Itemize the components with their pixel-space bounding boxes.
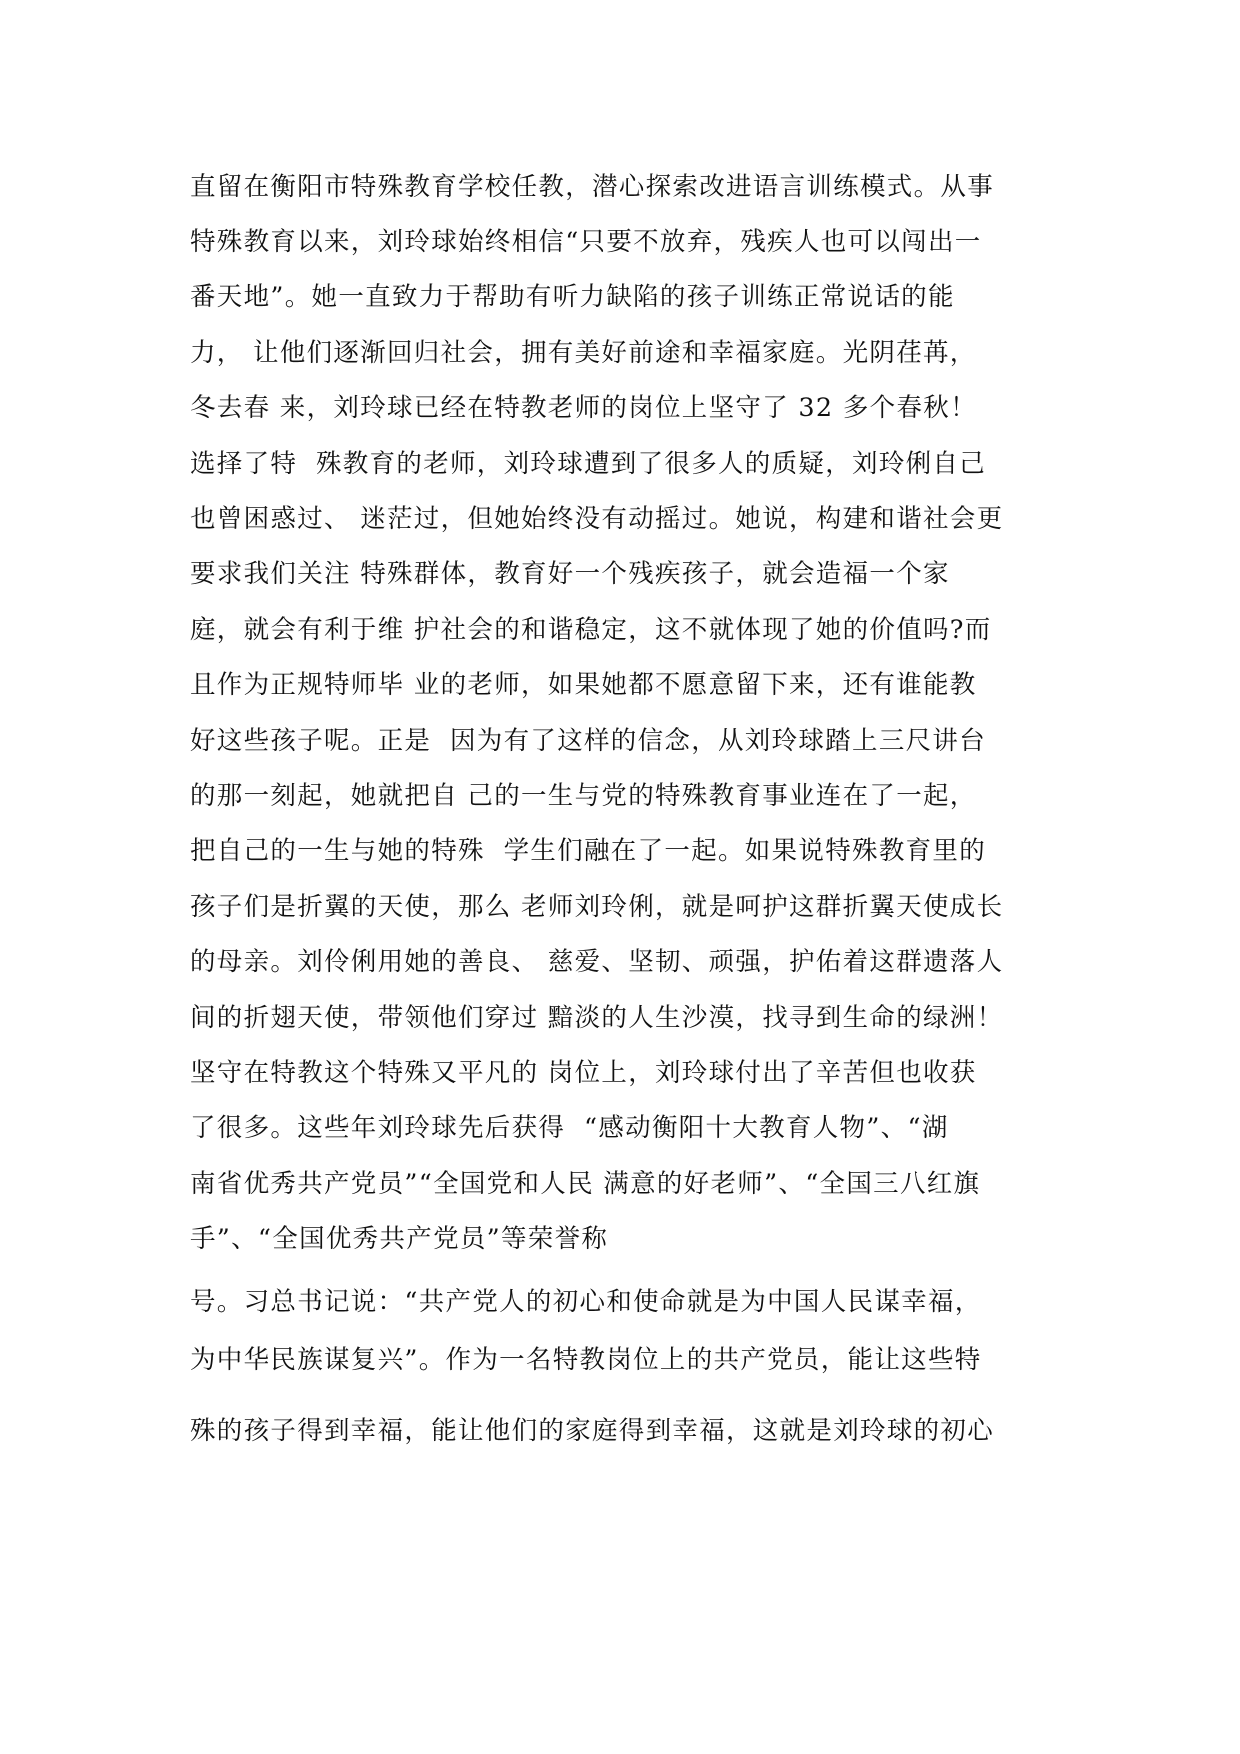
text-line-21: 号。习总书记说：“共产党人的初心和使命就是为中国人民谋幸福， [190, 1287, 982, 1317]
text-line-8: 要求我们关注 特殊群体，教育好一个残疾孩子，就会造福一个家 [190, 559, 950, 589]
text-line-4: 力， 让他们逐渐回归社会，拥有美好前途和幸福家庭。光阴荏苒， [190, 338, 977, 368]
text-line-23: 殊的孩子得到幸福，能让他们的家庭得到幸福，这就是刘玲球的初心 [190, 1416, 995, 1446]
text-line-14: 孩子们是折翼的天使，那么 老师刘玲俐，就是呵护这群折翼天使成长 [190, 892, 1004, 922]
text-line-22: 为中华民族谋复兴”。作为一名特教岗位上的共产党员，能让这些特 [190, 1345, 982, 1375]
text-line-2: 特殊教育以来，刘玲球始终相信“只要不放弃，残疾人也可以闯出一 [190, 227, 982, 257]
text-line-7: 也曾困惑过、 迷茫过，但她始终没有动摇过。她说，构建和谐社会更 [190, 504, 1004, 534]
text-line-3: 番天地”。她一直致力于帮助有听力缺陷的孩子训练正常说话的能 [190, 282, 955, 312]
text-line-17: 坚守在特教这个特殊又平凡的 岗位上，刘玲球付出了辛苦但也收获 [190, 1058, 977, 1088]
text-line-10: 且作为正规特师毕 业的老师，如果她都不愿意留下来，还有谁能教 [190, 670, 977, 700]
text-line-12: 的那一刻起，她就把自 己的一生与党的特殊教育事业连在了一起， [190, 781, 977, 811]
text-line-13: 把自己的一生与她的特殊 学生们融在了一起。如果说特殊教育里的 [190, 836, 987, 866]
text-line-5: 冬去春 来，刘玲球已经在特教老师的岗位上坚守了 32 多个春秋！ [190, 393, 977, 423]
text-line-9: 庭，就会有利于维 护社会的和谐稳定，这不就体现了她的价值吗?而 [190, 615, 992, 645]
text-line-1: 直留在衡阳市特殊教育学校任教，潜心探索改进语言训练模式。从事 [190, 172, 995, 202]
text-line-11: 好这些孩子呢。正是 因为有了这样的信念，从刘玲球踏上三尺讲台 [190, 726, 987, 756]
text-line-6: 选择了特 殊教育的老师，刘玲球遭到了很多人的质疑，刘玲俐自己 [190, 449, 987, 479]
text-line-19: 南省优秀共产党员”“全国党和人民 满意的好老师”、“全国三八红旗 [190, 1169, 981, 1199]
text-line-15: 的母亲。刘伶俐用她的善良、 慈爱、坚韧、顽强，护佑着这群遗落人 [190, 947, 1004, 977]
text-line-16: 间的折翅天使，带领他们穿过 黯淡的人生沙漠，找寻到生命的绿洲！ [190, 1003, 1004, 1033]
text-line-18: 了很多。这些年刘玲球先后获得 “感动衡阳十大教育人物”、“湖 [190, 1113, 949, 1143]
text-line-20: 手”、“全国优秀共产党员”等荣誉称 [190, 1224, 609, 1254]
